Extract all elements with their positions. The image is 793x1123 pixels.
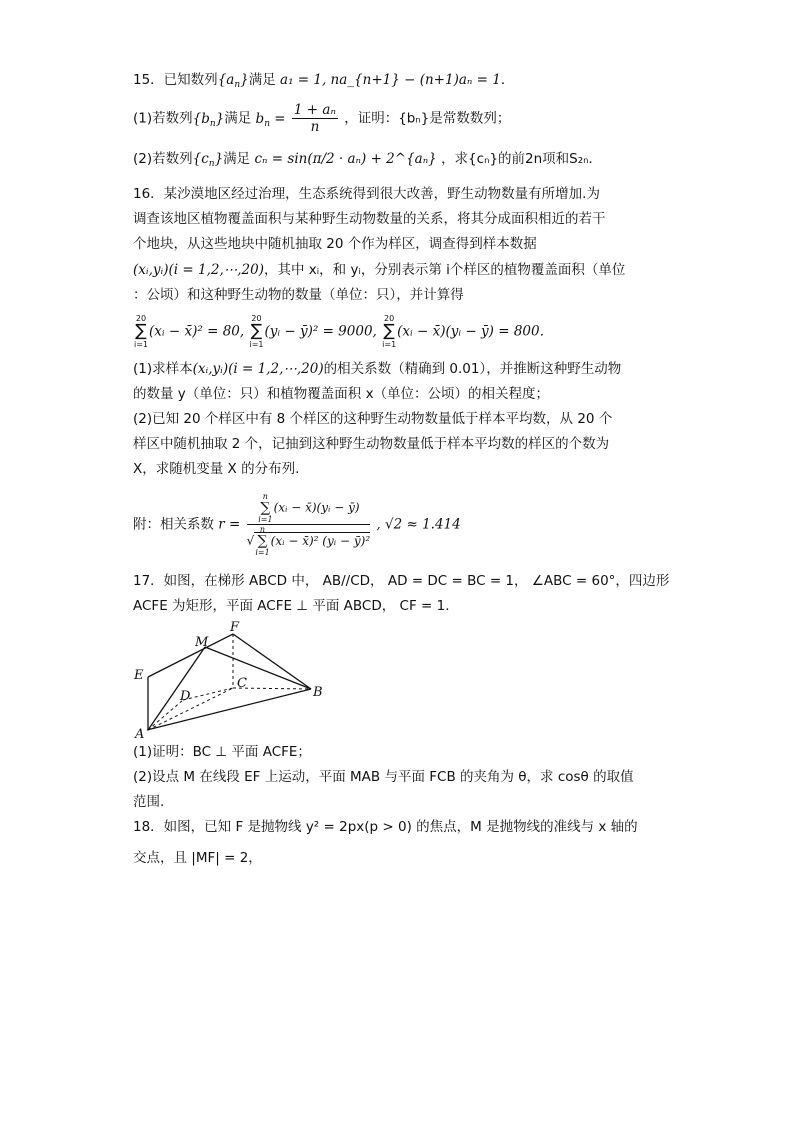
label-C: C [237, 676, 247, 691]
q16-line3: 个地块，从这些地块中随机抽取 20 个作为样区，调查得到样本数据 [133, 236, 537, 252]
q15-p2-prefix: (2)若数列 [133, 151, 193, 167]
q15-stem-prefix: 15．已知数列 [133, 72, 218, 88]
q16-sum1: (xᵢ − x̄)² = 80, [149, 323, 245, 340]
geometry-figure [133, 620, 333, 740]
edge-AC [148, 688, 233, 730]
label-F: F [230, 620, 240, 635]
q18-line2: 交点，且 |MF| = 2， [133, 850, 262, 866]
q16-line1: 16．某沙漠地区经过治理，生态系统得到很大改善，野生动物数量有所增加.为 [133, 186, 600, 202]
label-M: M [195, 635, 209, 650]
q15-stem-mid: 满足 [248, 72, 276, 88]
q16-sum2: (yᵢ − ȳ)² = 9000, [264, 323, 377, 340]
label-B: B [313, 685, 323, 700]
q17-line2: ACFE 为矩形，平面 ACFE ⊥ 平面 ABCD， CF = 1. [133, 598, 450, 614]
q15-p1-num: 1 + aₙ [293, 102, 336, 118]
q15-p1-prefix: (1)若数列 [133, 110, 193, 127]
q15-stem: 15．已知数列$\{a_n\}$满足 a₁ = 1, na_{n+1} − (n+1)aₙ = 1． [133, 72, 515, 90]
q16-sums [133, 314, 553, 349]
label-E: E [134, 668, 144, 683]
q16-line4-text: ，其中 xᵢ，和 yᵢ，分别表示第 i个样区的植物覆盖面积（单位 [263, 262, 626, 278]
q16-part1-line1: (1)求样本(xᵢ,yᵢ)(i = 1,2,⋯,20)的相关系数（精确到 0.01），并推断这种野生动物 [133, 361, 622, 377]
q16-line4 [133, 259, 625, 281]
q16-line4-math: (xᵢ,yᵢ)(i = 1,2,⋯,20) [133, 262, 264, 278]
q16-note-label: 附：相关系数 [133, 516, 214, 533]
q15-p2-formula: cₙ = sin(π/2 · aₙ) + 2^{aₙ} [254, 151, 437, 167]
q15-p1-suffix: ，证明：{bₙ}是常数数列； [344, 110, 511, 127]
q16-part2-line1: (2)已知 20 个样区中有 8 个样区的这种野生动物数量低于样本平均数，从 20 个 [133, 411, 613, 427]
q16-part1-line2: 的数量 y（单位：只）和植物覆盖面积 x（单位：公顷）的相关程度； [133, 386, 550, 402]
edge-DC [183, 688, 233, 700]
edge-EF [148, 634, 233, 677]
sum-symbol: 20 ∑ i=1 [249, 314, 264, 349]
q15-part1: (1)若数列$\{b_n\}$满足 $b_n$ = $\frac{\text{1 + aₙ}}{n}$ ，证明：{bₙ}是常数数列； [133, 102, 511, 135]
q17-part2-line2: 范围. [133, 794, 165, 810]
label-A: A [135, 727, 145, 740]
sum-symbol: 20 ∑ i=1 [134, 314, 149, 349]
q17-part2-line1: (2)设点 M 在线段 EF 上运动，平面 MAB 与平面 FCB 的夹角为 θ，求 cosθ 的取值 [133, 769, 634, 785]
correlation-formula: n ∑ i=1 (xᵢ − x̄)(yᵢ − ȳ) √ n ∑ i=1 (xᵢ − x̄)² (yᵢ − ȳ)² [246, 492, 371, 557]
sum-symbol: 20 ∑ i=1 [382, 314, 397, 349]
q16-line2: 调查该地区植物覆盖面积与某种野生动物数量的关系，将其分成面积相近的若干 [133, 211, 606, 227]
q15-part2: (2)若数列$\{c_n\}$满足 cₙ = sin(π/2 · aₙ) + 2^{aₙ} ，求{cₙ}的前2n项和S₂ₙ． [133, 151, 603, 169]
edge-MB [205, 647, 311, 689]
label-D: D [180, 689, 191, 704]
q18-line1: 18．如图，已知 F 是抛物线 y² = 2px(p > 0) 的焦点，M 是抛物线的准线与 x 轴的 [133, 819, 638, 835]
q16-note: 附：相关系数 r = n ∑ i=1 (xᵢ − x̄)(yᵢ − ȳ) √ n ∑ i=1 (xᵢ − x̄)² (yᵢ − ȳ)² , √2 ≈ 1.414 [133, 492, 461, 557]
q16-line5: ：公顷）和这种野生动物的数量（单位：只），并计算得 [133, 287, 464, 303]
q16-sum3: (xᵢ − x̄)(yᵢ − ȳ) = 800． [397, 323, 554, 340]
q16-part2-line3: X，求随机变量 X 的分布列. [133, 461, 300, 477]
q15-p1-fraction [292, 102, 338, 135]
q15-p2-suffix: ，求{cₙ}的前2n项和S₂ₙ． [441, 151, 603, 167]
q17-part1: (1)证明：BC ⊥ 平面 ACFE； [133, 744, 311, 760]
q15-p1-den: n [310, 119, 320, 135]
q15-p1-mid: 满足 [224, 110, 252, 127]
q17-line1: 17．如图，在梯形 ABCD 中， AB//CD， AD = DC = BC = 1， ∠ABC = 60°，四边形 [133, 573, 670, 589]
q15-stem-formula: a₁ = 1, na_{n+1} − (n+1)aₙ = 1 [280, 72, 501, 88]
q16-part2-line2: 样区中随机抽取 2 个，记抽到这种野生动物数量低于样本平均数的样区的个数为 [133, 436, 610, 452]
